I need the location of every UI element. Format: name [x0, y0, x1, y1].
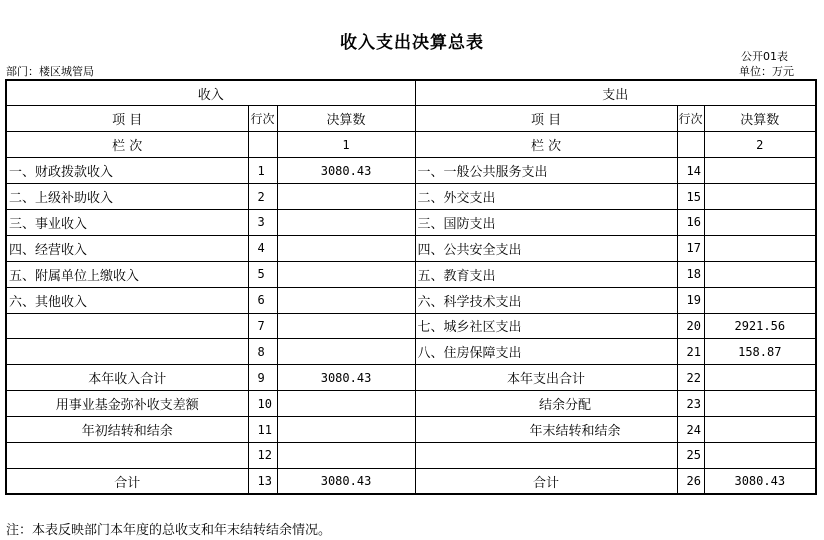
table-row — [6, 339, 816, 365]
income-amount-cell: 3080.43 — [277, 365, 415, 391]
expense-line-cell: 21 — [677, 339, 704, 365]
expense-item-cell: 五、教育支出 — [415, 261, 677, 287]
expense-amount-cell — [704, 261, 816, 287]
income-line-cell: 12 — [248, 442, 277, 468]
expense-amount-cell — [704, 184, 816, 210]
income-line-cell: 2 — [248, 184, 277, 210]
expense-line-cell: 20 — [677, 313, 704, 339]
budget-summary-table — [5, 79, 817, 495]
unit-label: 单位：万元 — [739, 65, 794, 78]
income-amount-cell — [277, 391, 415, 417]
department-label: 部门：楼区城管局 — [6, 65, 94, 78]
income-line-header: 行次 — [248, 106, 277, 132]
expense-line-cell: 17 — [677, 235, 704, 261]
income-line-cell: 9 — [248, 365, 277, 391]
form-number: 公开01表 — [741, 50, 788, 63]
expense-line-cell: 14 — [677, 158, 704, 184]
income-amount-cell — [277, 209, 415, 235]
income-item-cell: 年初结转和结余 — [6, 417, 248, 443]
income-section-header: 收入 — [6, 80, 415, 106]
income-column-number: 1 — [277, 132, 415, 158]
table-row — [6, 313, 816, 339]
summary-row — [6, 468, 816, 494]
income-line-cell: 10 — [248, 391, 277, 417]
expense-amount-cell — [704, 442, 816, 468]
income-line-cell: 6 — [248, 287, 277, 313]
expense-amount-cell — [704, 417, 816, 443]
income-line-cell: 4 — [248, 235, 277, 261]
income-line-cell: 8 — [248, 339, 277, 365]
income-amount-cell — [277, 313, 415, 339]
expense-line-cell: 19 — [677, 287, 704, 313]
income-item-cell: 一、财政拨款收入 — [6, 158, 248, 184]
empty-cell — [248, 132, 277, 158]
income-item-cell — [6, 313, 248, 339]
income-amount-cell — [277, 417, 415, 443]
income-item-cell — [6, 442, 248, 468]
income-item-cell: 四、经营收入 — [6, 235, 248, 261]
income-line-cell: 7 — [248, 313, 277, 339]
expense-line-cell: 25 — [677, 442, 704, 468]
expense-line-cell: 22 — [677, 365, 704, 391]
income-item-cell: 本年收入合计 — [6, 365, 248, 391]
expense-amount-cell: 158.87 — [704, 339, 816, 365]
report-title: 收入支出决算总表 — [340, 33, 484, 53]
income-item-cell: 二、上级补助收入 — [6, 184, 248, 210]
expense-item-cell: 三、国防支出 — [415, 209, 677, 235]
table-row — [6, 209, 816, 235]
expense-item-cell: 合计 — [415, 468, 677, 494]
expense-item-cell: 六、科学技术支出 — [415, 287, 677, 313]
expense-amount-header: 决算数 — [704, 106, 816, 132]
income-item-cell: 用事业基金弥补收支差额 — [6, 391, 248, 417]
column-number-row — [6, 132, 816, 158]
income-amount-cell — [277, 235, 415, 261]
expense-amount-cell — [704, 235, 816, 261]
expense-item-cell: 一、一般公共服务支出 — [415, 158, 677, 184]
income-item-cell: 合计 — [6, 468, 248, 494]
income-item-cell: 三、事业收入 — [6, 209, 248, 235]
expense-amount-cell — [704, 391, 816, 417]
expense-item-cell: 四、公共安全支出 — [415, 235, 677, 261]
income-item-cell: 五、附属单位上缴收入 — [6, 261, 248, 287]
expense-line-cell: 23 — [677, 391, 704, 417]
expense-line-cell: 18 — [677, 261, 704, 287]
expense-amount-cell — [704, 209, 816, 235]
income-amount-cell — [277, 339, 415, 365]
expense-amount-cell — [704, 365, 816, 391]
table-row — [6, 287, 816, 313]
income-amount-cell — [277, 261, 415, 287]
income-amount-cell: 3080.43 — [277, 468, 415, 494]
expense-section-header: 支出 — [415, 80, 816, 106]
column-header-row — [6, 106, 816, 132]
expense-item-cell: 本年支出合计 — [415, 365, 677, 391]
table-row — [6, 261, 816, 287]
expense-item-header: 项 目 — [415, 106, 677, 132]
footnote: 注：本表反映部门本年度的总收支和年末结转结余情况。 — [6, 523, 332, 538]
income-line-cell: 1 — [248, 158, 277, 184]
summary-row — [6, 417, 816, 443]
income-line-cell: 11 — [248, 417, 277, 443]
table-row — [6, 235, 816, 261]
empty-cell — [677, 132, 704, 158]
income-item-cell — [6, 339, 248, 365]
expense-item-cell — [415, 442, 677, 468]
summary-row — [6, 391, 816, 417]
section-header-row — [6, 80, 816, 106]
expense-column-label: 栏 次 — [415, 132, 677, 158]
expense-amount-cell: 3080.43 — [704, 468, 816, 494]
income-item-header: 项 目 — [6, 106, 248, 132]
expense-item-cell: 八、住房保障支出 — [415, 339, 677, 365]
expense-amount-cell — [704, 287, 816, 313]
expense-line-cell: 15 — [677, 184, 704, 210]
summary-row — [6, 442, 816, 468]
income-amount-header: 决算数 — [277, 106, 415, 132]
expense-item-cell: 二、外交支出 — [415, 184, 677, 210]
expense-line-cell: 26 — [677, 468, 704, 494]
income-amount-cell — [277, 442, 415, 468]
income-line-cell: 3 — [248, 209, 277, 235]
summary-row — [6, 365, 816, 391]
expense-item-cell: 结余分配 — [415, 391, 677, 417]
income-line-cell: 13 — [248, 468, 277, 494]
expense-column-number: 2 — [704, 132, 816, 158]
income-amount-cell: 3080.43 — [277, 158, 415, 184]
income-line-cell: 5 — [248, 261, 277, 287]
table-row — [6, 184, 816, 210]
expense-amount-cell — [704, 158, 816, 184]
income-column-label: 栏 次 — [6, 132, 248, 158]
income-item-cell: 六、其他收入 — [6, 287, 248, 313]
expense-amount-cell: 2921.56 — [704, 313, 816, 339]
expense-line-cell: 16 — [677, 209, 704, 235]
expense-item-cell: 年末结转和结余 — [415, 417, 677, 443]
expense-line-header: 行次 — [677, 106, 704, 132]
expense-item-cell: 七、城乡社区支出 — [415, 313, 677, 339]
expense-line-cell: 24 — [677, 417, 704, 443]
table-row — [6, 158, 816, 184]
income-amount-cell — [277, 184, 415, 210]
income-amount-cell — [277, 287, 415, 313]
